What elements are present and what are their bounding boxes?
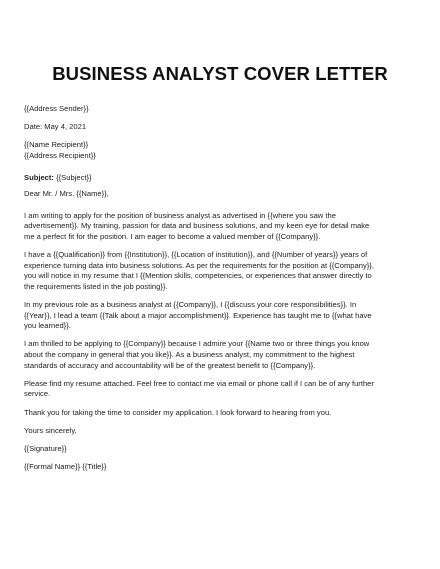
address-recipient: {{Address Recipient}} [24,150,96,160]
paragraph-thanks [24,408,416,419]
paragraph-line: the requirements listed in the job posting}}. [24,281,168,291]
letter-body [24,104,416,473]
closing: Yours sincerely, [24,425,77,435]
paragraph-line: In my previous role as a business analyst at {{Company}}, I {{discuss your core responsibilities}}. In [24,300,357,310]
paragraph-line: I am thrilled to be applying to {{Company}} because I admire your {{Name two or three things you know [24,339,370,349]
subject-line [24,173,416,184]
paragraph-line: service. [24,389,51,399]
address-sender: {{Address Sender}} [24,104,89,113]
paragraph-line: me a perfect fit for the position. I am eager to become a valued member of {{Company}}. [24,231,321,241]
formal-name: {{Formal Name}} {{Title}} [24,462,107,472]
paragraph-line: I have a {{Qualification}} from {{Institution}}, {{Location of institution}}, and {{Number of years}} years of [24,250,368,260]
paragraph-experience [24,300,416,332]
paragraph-line: Please find my resume attached. Feel free to contact me via email or phone call if I can be of any further [24,378,374,388]
letter-date: Date: May 4, 2021 [24,122,87,132]
name-recipient: {{Name Recipient}} [24,140,89,150]
paragraph-motivation [24,339,416,371]
paragraph-line: about the company in general that you like}}. As a business analyst, my commitment to the highest [24,350,355,360]
salutation: Dear Mr. / Mrs. {{Name}}, [24,189,109,199]
paragraph-line: you will notice in my resume that I {{Mention skills, competencies, or experiences that answer directly to [24,271,372,281]
paragraph-line: Thank you for taking the time to consider my application. I look forward to hearing from you. [24,407,332,417]
paragraph-line: you learned}}. [24,321,71,331]
paragraph-line: experience turning data into business solutions. As per the requirements for the position at {{Company}}, [24,260,374,270]
paragraph-resume [24,379,416,400]
paragraph-line: advertisement}}. My training, passion for data and business solutions, and my keen eye for detail make [24,221,370,231]
paragraph-line: standards of accuracy and accountability will be of the greatest benefit to {{Company}}. [24,360,316,370]
signature: {{Signature}} [24,444,67,453]
paragraph-qualifications [24,250,416,292]
subject-label: Subject: [24,172,54,182]
subject-value: {{Subject}} [53,172,92,182]
paragraph-intro [24,211,416,243]
paragraph-line: {{Year}}, I lead a team {{Talk about a major accomplishment}}. Experience has taught me to {{what have [24,310,372,320]
paragraph-line: I am writing to apply for the position of business analyst as advertised in {{where you saw the [24,210,336,220]
document-title: BUSINESS ANALYST COVER LETTER [52,63,388,84]
